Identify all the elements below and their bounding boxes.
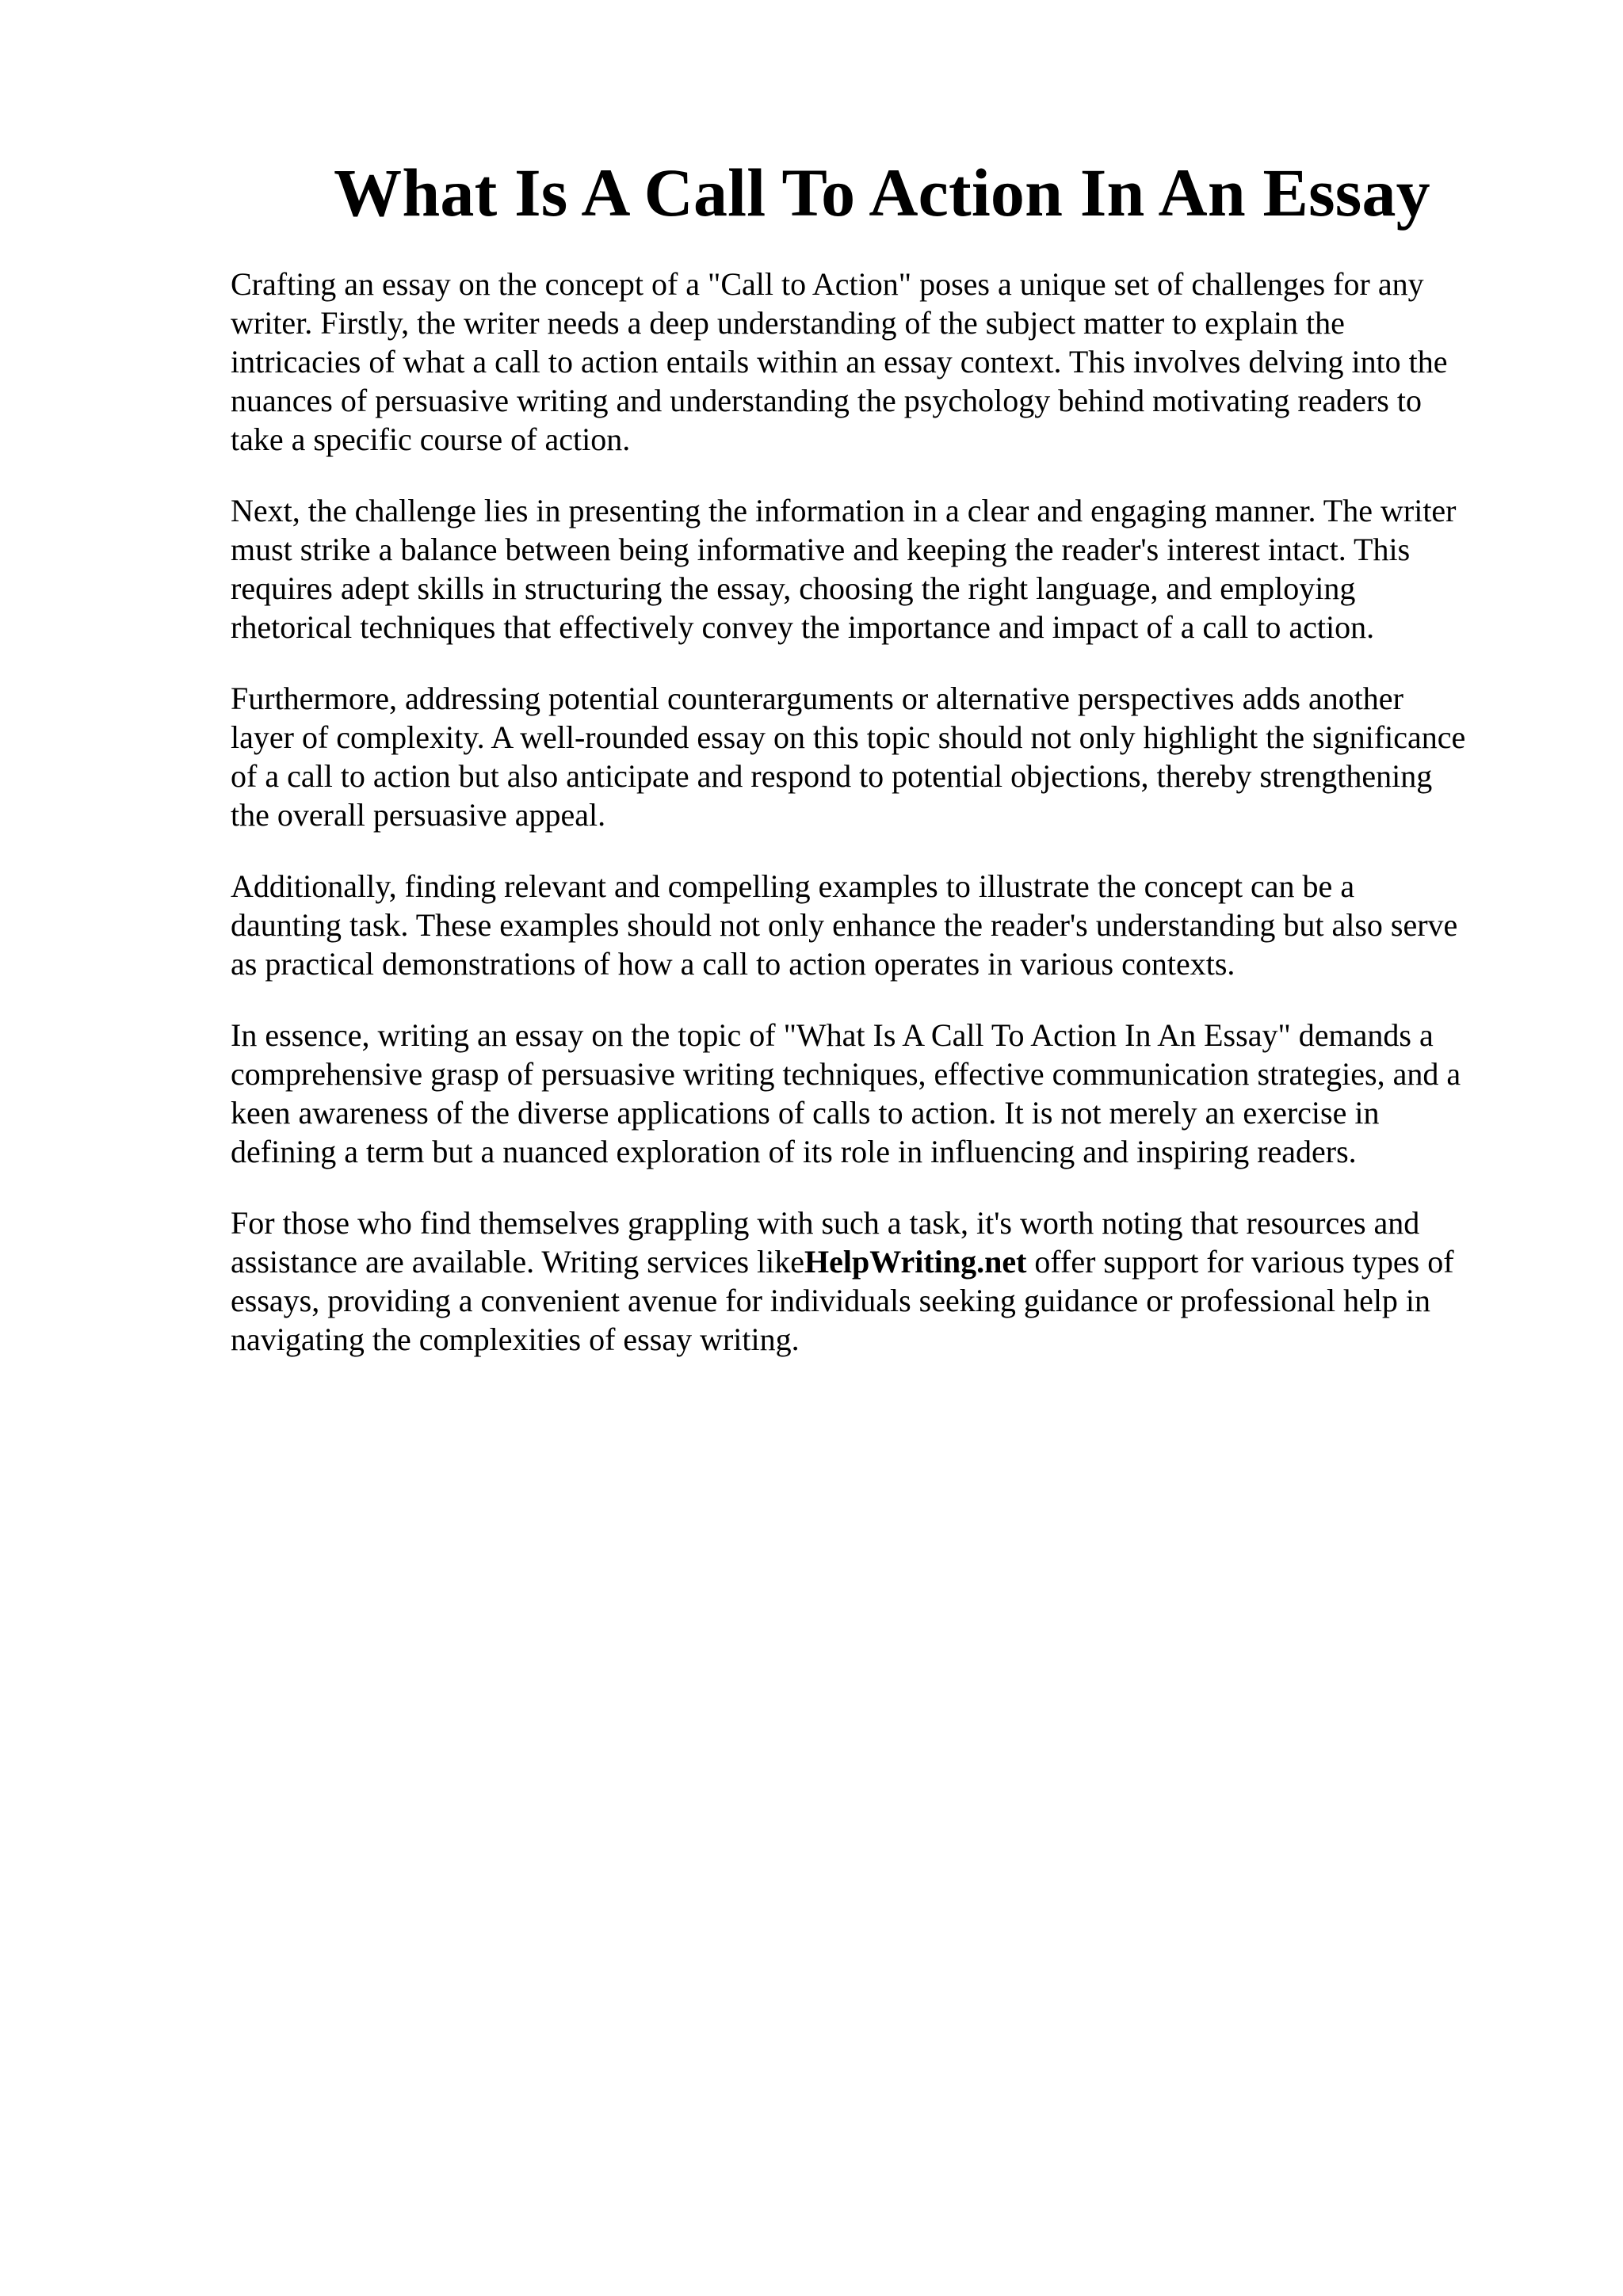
paragraph (231, 265, 1530, 459)
paragraph-line: keen awareness of the diverse applications of calls to action. It is not merely an exercise in (231, 1095, 1380, 1131)
paragraph-line: For those who find themselves grappling with such a task, it's worth noting that resources and (231, 1205, 1420, 1241)
paragraph-line: the overall persuasive appeal. (231, 797, 606, 833)
paragraph-line: requires adept skills in structuring the essay, choosing the right language, and employing (231, 570, 1356, 606)
paragraph-line: daunting task. These examples should not only enhance the reader's understanding but also serve (231, 907, 1458, 943)
paragraph (231, 679, 1530, 834)
paragraph-line: In essence, writing an essay on the topic of "What Is A Call To Action In An Essay" demands a (231, 1017, 1434, 1053)
paragraph-line-with-brand (231, 1242, 1530, 1281)
paragraph-line: Furthermore, addressing potential counterarguments or alternative perspectives adds another (231, 681, 1403, 716)
final-paragraph (231, 1203, 1530, 1359)
document-title: What Is A Call To Action In An Essay (334, 154, 1430, 231)
paragraph-line: layer of complexity. A well-rounded essay on this topic should not only highlight the significance (231, 719, 1466, 755)
paragraph-line: comprehensive grasp of persuasive writing techniques, effective communication strategies, and a (231, 1056, 1461, 1092)
paragraph-line: intricacies of what a call to action entails within an essay context. This involves delving into the (231, 344, 1448, 379)
paragraph-line: defining a term but a nuanced exploration of its role in influencing and inspiring readers. (231, 1134, 1357, 1169)
paragraph-line: of a call to action but also anticipate and respond to potential objections, thereby strengthening (231, 758, 1433, 794)
paragraph (231, 867, 1530, 983)
helpwriting-brand-name: HelpWriting.net (804, 1244, 1027, 1280)
paragraph-line: Next, the challenge lies in presenting the information in a clear and engaging manner. The writer (231, 493, 1457, 528)
paragraph-line: take a specific course of action. (231, 421, 631, 457)
paragraph-line: Additionally, finding relevant and compelling examples to illustrate the concept can be a (231, 868, 1355, 904)
paragraph-line: must strike a balance between being informative and keeping the reader's interest intact. This (231, 532, 1411, 567)
paragraph-line: rhetorical techniques that effectively convey the importance and impact of a call to action. (231, 609, 1375, 645)
paragraph (231, 491, 1530, 646)
paragraph-line: nuances of persuasive writing and understanding the psychology behind motivating readers to (231, 383, 1422, 418)
paragraph (231, 1016, 1530, 1171)
paragraph-line: essays, providing a convenient avenue for individuals seeking guidance or professional help in (231, 1283, 1431, 1318)
brand-lead-text: assistance are available. Writing services like (231, 1244, 805, 1280)
document-body (231, 265, 1530, 1391)
paragraph-line: navigating the complexities of essay writing. (231, 1322, 800, 1357)
paragraph-line: writer. Firstly, the writer needs a deep understanding of the subject matter to explain the (231, 305, 1345, 341)
brand-trail-text: offer support for various types of (1026, 1244, 1454, 1280)
paragraph-line: as practical demonstrations of how a call to action operates in various contexts. (231, 946, 1235, 982)
paragraph-line: Crafting an essay on the concept of a "Call to Action" poses a unique set of challenges for any (231, 266, 1424, 302)
